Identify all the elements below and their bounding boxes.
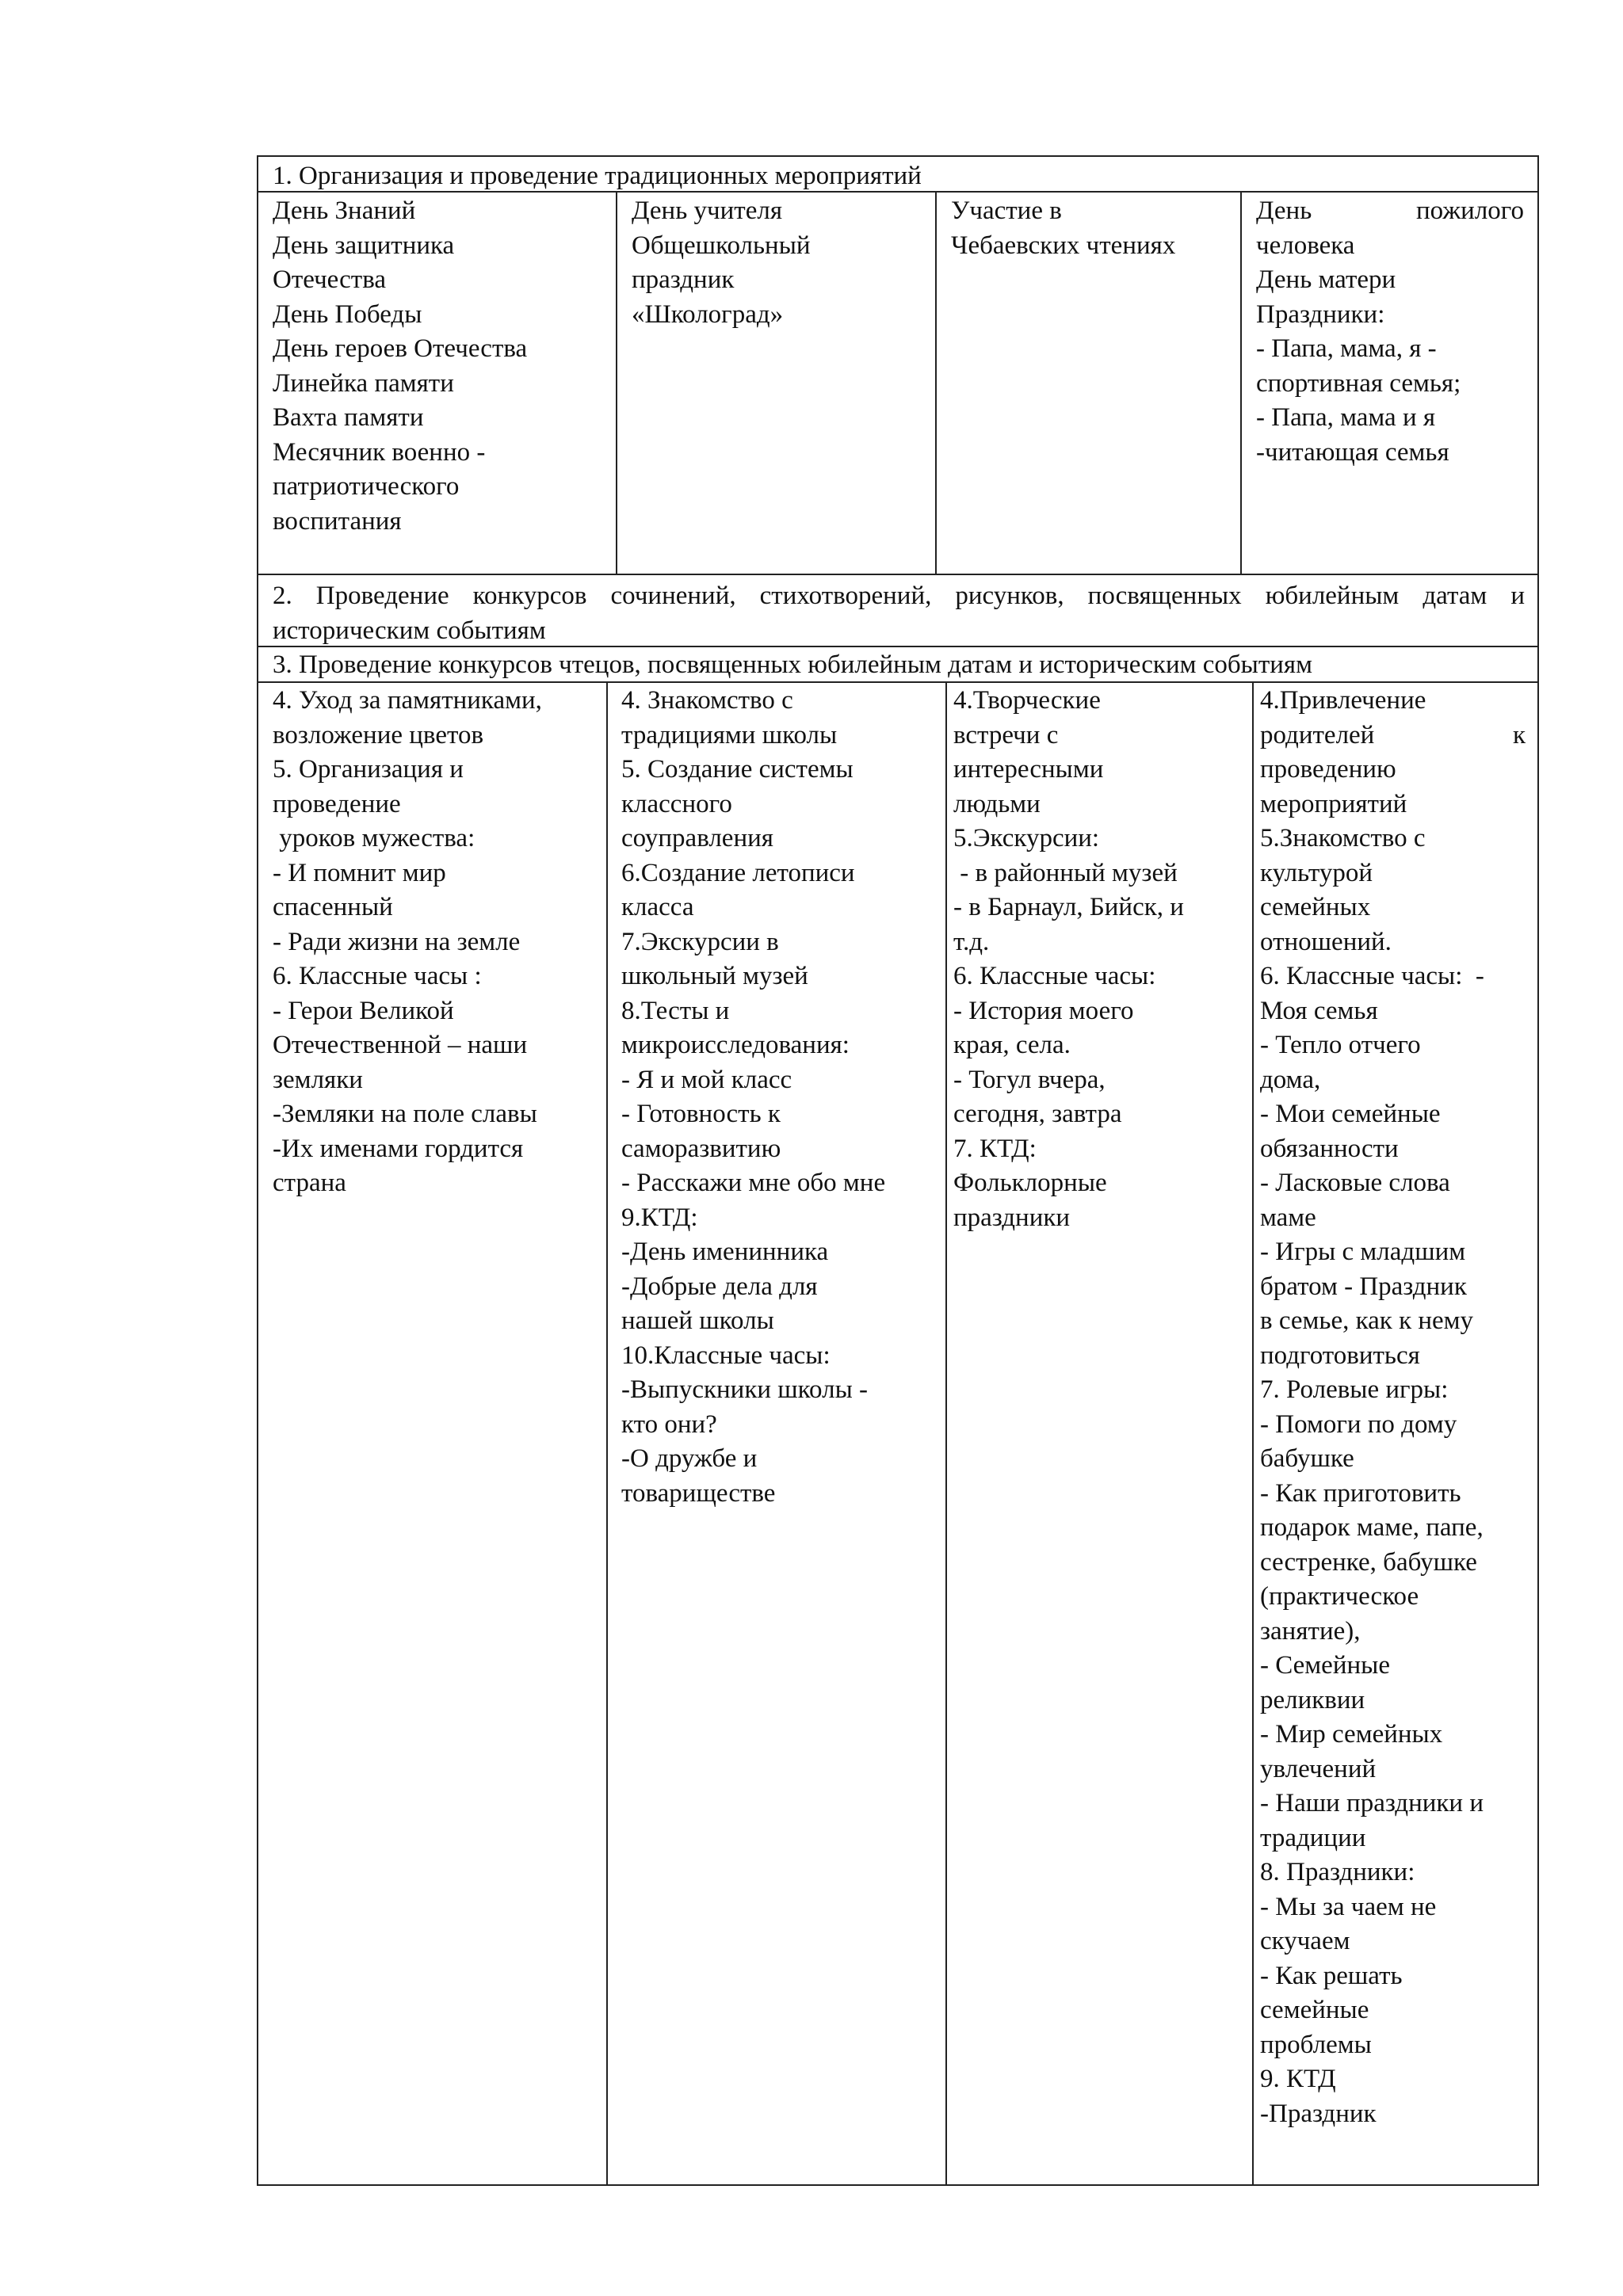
cell-line: - Тепло отчего [1260,1031,1421,1059]
cell-line: 7. Ролевые игры: [1260,1375,1449,1404]
cell-line: возложение цветов [273,720,484,749]
cell-line: - в Барнаул, Бийск, и [953,893,1184,921]
cell-line: День героев Отечества [273,334,528,363]
cell-line: праздник [632,265,735,294]
cell-line: праздники [953,1203,1071,1232]
cell-line: 5. Организация и [273,755,464,784]
cell-line: - Мир семейных [1260,1720,1443,1749]
cell-line: -День именинника [621,1238,829,1266]
cell-line: - Как решать [1260,1961,1403,1990]
cell-line: 8. Праздники: [1260,1858,1415,1886]
cell-line: мероприятий [1260,789,1407,818]
cell-line: - Готовность к [621,1100,781,1128]
cell-line: увлечений [1260,1754,1377,1783]
cell-line: соуправления [621,824,773,852]
cell-line: Участие в [951,196,1062,225]
cell-line: уроков мужества: [273,824,475,852]
cell-line: - Ласковые слова [1260,1169,1450,1197]
row1-col-divider-3 [1240,191,1242,574]
cell-line: (практическое [1260,1582,1419,1611]
cell-line: Отечественной – наши [273,1031,528,1059]
cell-line: сестренке, бабушке [1260,1547,1477,1577]
cell-line: 7.Экскурсии в [621,927,779,956]
cell-line: - Помоги по дому [1260,1409,1457,1439]
cell-line: воспитания [273,506,402,536]
table-border-bottom [257,2184,1539,2186]
cell-line: отношений. [1260,927,1392,956]
cell-line: - Тогул вчера, [953,1065,1106,1094]
table-border-left [257,155,258,2185]
cell-line: 4.Творческие [953,686,1101,715]
cell-line: 6. Классные часы : [273,962,482,990]
cell-line: - Герои Великой [273,996,454,1025]
cell-line: - Папа, мама, я - [1256,334,1437,363]
cell-line: Вахта памяти [273,403,424,432]
cell-line: подарок маме, папе, [1260,1513,1484,1542]
cell-line: 6.Создание летописи [621,858,855,887]
cell-line: т.д. [953,927,990,956]
activities-cell-1 [273,684,601,1201]
cell-line: 10.Классные часы: [621,1341,831,1370]
cell-line: 7. КТД: [953,1134,1037,1163]
cell-line: -Праздник [1260,2099,1377,2128]
cell-line: - Как приготовить [1260,1478,1461,1508]
cell-line: 5. Создание системы [621,755,854,784]
cell-line: Линейка памяти [273,368,454,398]
section-1-header: 1. Организация и проведение традиционных мероприятий [273,162,922,190]
cell-line: спасенный [273,893,393,921]
cell-line: патриотического [273,472,460,501]
cell-line: - Расскажи мне обо мне [621,1169,886,1197]
cell-line: «Школоград» [632,299,784,329]
cell-line: страна [273,1169,346,1197]
cell-line: кто они? [621,1409,717,1439]
cell-line: 6. Классные часы: - [1260,962,1484,990]
cell-line: - в районный музей [953,858,1178,887]
cell-line: проведению [1260,755,1396,784]
cell-line: традиции [1260,1823,1366,1852]
cell-line: Чебаевских чтениях [951,231,1176,260]
cell-line: скучаем [1260,1927,1350,1955]
table-border-top [257,155,1539,157]
cell-4-first-line: День пожилого [1256,196,1524,225]
row4-col-divider-3 [1252,681,1254,2185]
cell-line: 9.КТД: [621,1203,698,1232]
cell-line: День Знаний [273,196,416,225]
traditional-events-cell-4 [1256,194,1524,470]
cell-line: День Победы [273,299,422,329]
cell-line: День защитника [273,231,455,260]
cell-line: встречи с [953,720,1059,749]
cell-line: - История моего [953,996,1134,1025]
cell-line: сегодня, завтра [953,1100,1122,1128]
cell-line: - Мои семейные [1260,1100,1441,1128]
cell-line: микроисследования: [621,1031,850,1059]
cell-line: саморазвитию [621,1134,781,1163]
cell-line: 5.Знакомство с [1260,824,1426,852]
cell-line: людьми [953,789,1041,818]
cell-line: классного [621,789,732,818]
cell-line: семейных [1260,893,1371,921]
cell-line: День матери [1256,265,1396,294]
traditional-events-cell-1 [273,194,609,539]
cell-line: занятие), [1260,1616,1361,1646]
cell-line: - Семейные [1260,1651,1390,1680]
row2-divider [257,574,1539,575]
cell-line: Общешкольный [632,231,811,260]
cell-line: школьный музей [621,962,808,990]
cell-line: 6. Классные часы: [953,962,1156,990]
cell-line: интересными [953,755,1104,784]
cell-line: - Папа, мама и я [1256,403,1436,432]
cell-line: - Игры с младшим [1260,1238,1466,1266]
row1-col-divider-2 [935,191,937,574]
cell-line: 8.Тесты и [621,996,730,1025]
row4-col-divider-1 [606,681,608,2185]
cell-line: -Их именами гордится [273,1134,524,1163]
table-border-right [1537,155,1539,2185]
traditional-events-cell-3 [951,194,1236,263]
cell-line: дома, [1260,1065,1321,1094]
cell-line: человека [1256,231,1355,260]
cell-line: в семье, как к нему [1260,1306,1474,1335]
cell-line: Фольклорные [953,1169,1107,1197]
cell-line: - Мы за чаем не [1260,1892,1437,1921]
cell-line: 4. Знакомство с [621,686,793,715]
cell-line: - И помнит мир [273,858,446,887]
cell-line: семейные [1260,1996,1369,2024]
cell-line: День учителя [632,196,782,225]
cell-line: -читающая семья [1256,437,1449,467]
cell-line: -О дружбе и [621,1444,758,1473]
cell-line: подготовиться [1260,1341,1420,1370]
cell-line: 5.Экскурсии: [953,824,1100,852]
cell-line: проведение [273,789,401,818]
cell-line: Праздники: [1256,299,1385,329]
activities-cell-2 [621,684,938,1511]
cell-line: -Добрые дела для [621,1272,818,1301]
cell-line: братом - Праздник [1260,1272,1467,1301]
cell-line: обязанности [1260,1134,1399,1163]
activities-cell-3 [953,684,1247,1235]
traditional-events-cell-2 [632,194,929,332]
cell-line: нашей школы [621,1306,774,1335]
cell-line: -Выпускники школы - [621,1375,868,1404]
section-2-text: 2. Проведение конкурсов сочинений, стихотворений, рисунков, посвященных юбилейным датам и историческим событиям [273,582,1525,645]
cell-line: товариществе [621,1478,776,1508]
cell-line: реликвии [1260,1685,1365,1714]
cell-line: традициями школы [621,720,838,749]
cell-line: края, села. [953,1031,1071,1059]
cell-line: маме [1260,1203,1316,1232]
cell-line: земляки [273,1065,363,1094]
cell-line: бабушке [1260,1444,1354,1473]
cell-line: проблемы [1260,2030,1372,2059]
cell-line: 9. КТД [1260,2065,1336,2093]
row4-col-divider-2 [945,681,947,2185]
row1-col-divider-1 [616,191,617,574]
cell-line: - Наши праздники и [1260,1789,1484,1817]
activities-cell-4 [1260,684,1526,2131]
section-3-text: 3. Проведение конкурсов чтецов, посвященных юбилейным датам и историческим событиям [273,650,1312,679]
cell-line: 4.Привлечение [1260,686,1426,715]
cell-line: 4. Уход за памятниками, [273,686,542,715]
cell-line: спортивная семья; [1256,368,1461,398]
cell-4-justified-line: родителей к [1260,720,1526,749]
cell-line: Месячник военно - [273,437,486,467]
cell-line: - Я и мой класс [621,1065,792,1094]
cell-line: - Ради жизни на земле [273,927,521,956]
cell-line: -Земляки на поле славы [273,1100,537,1128]
cell-line: Моя семья [1260,996,1378,1025]
cell-line: класса [621,893,694,921]
cell-line: культурой [1260,858,1373,887]
cell-line: Отечества [273,265,387,294]
